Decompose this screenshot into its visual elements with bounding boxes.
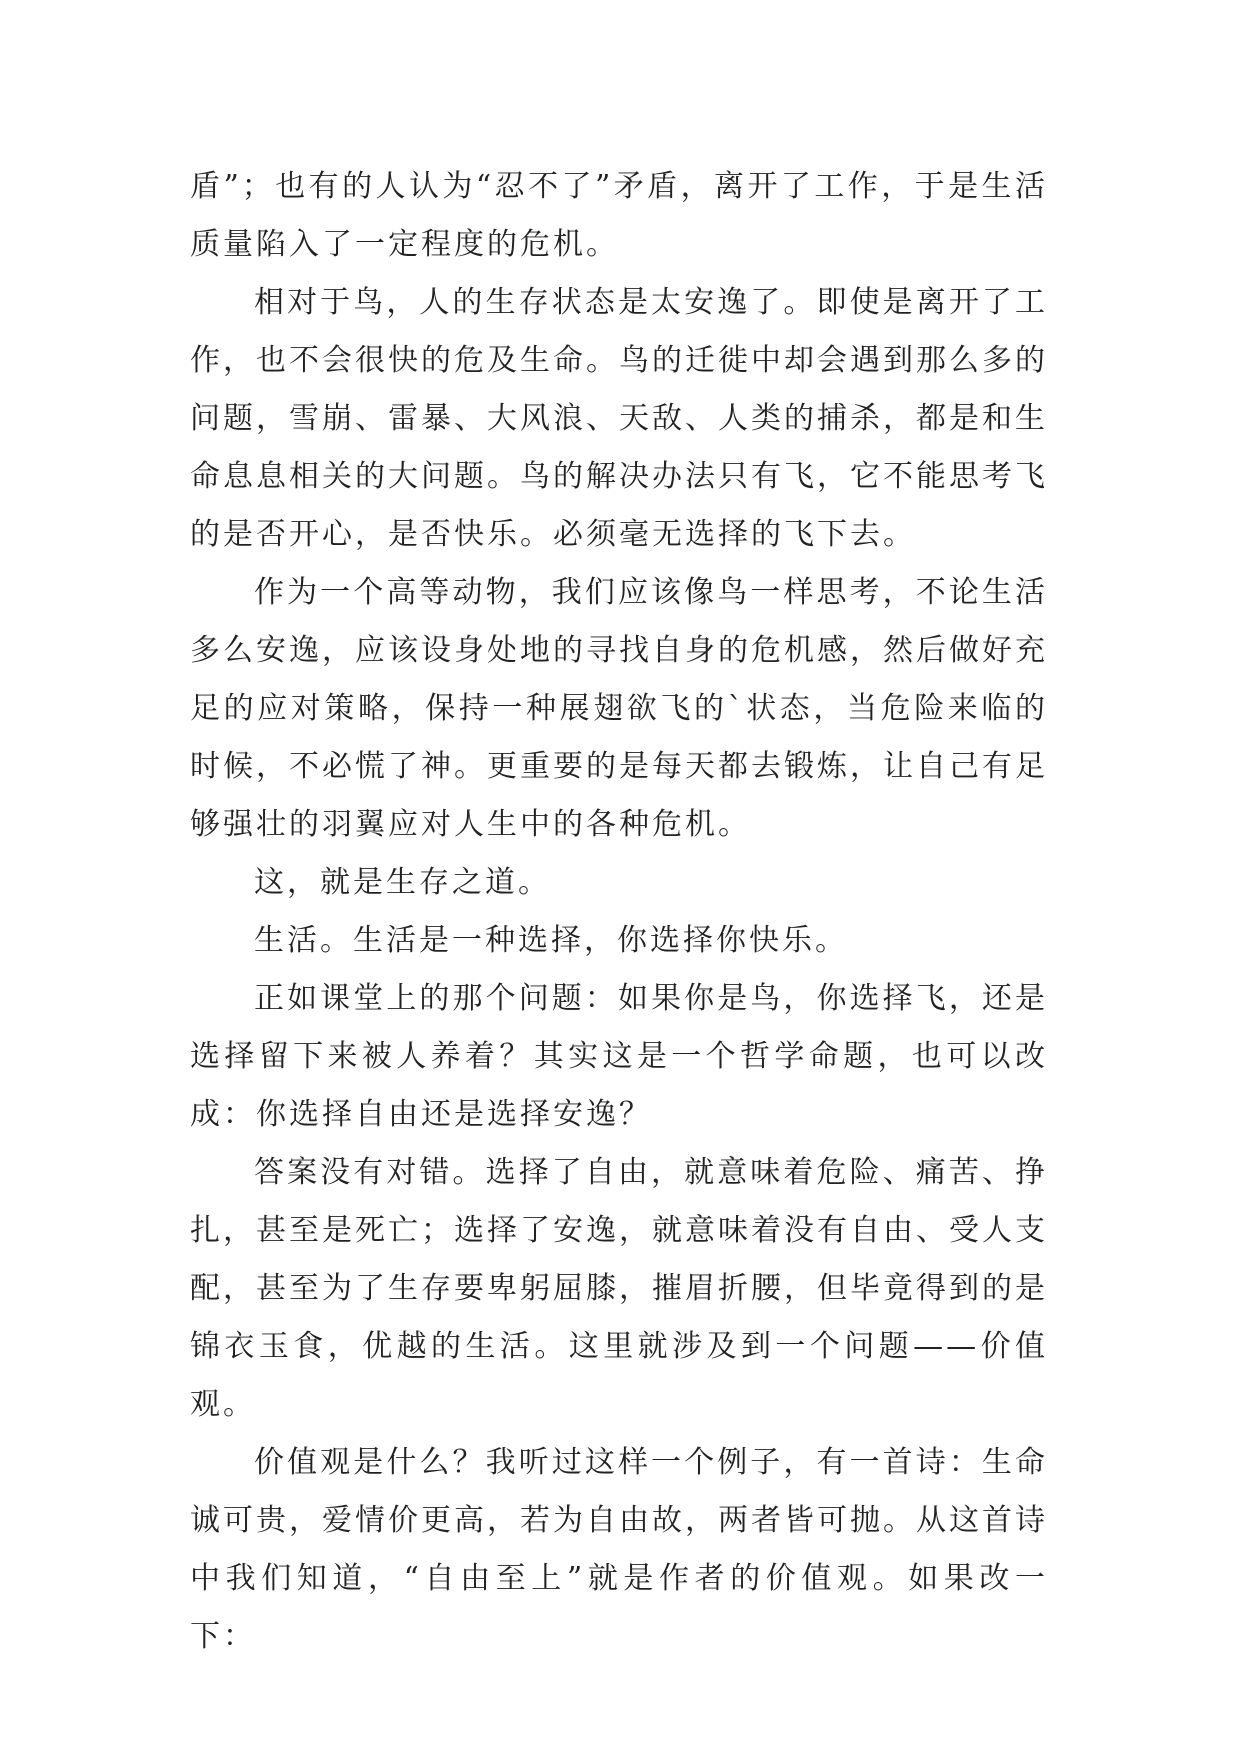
paragraph-6: 正如课堂上的那个问题：如果你是鸟，你选择飞，还是选择留下来被人养着？其实这是一个哲学命题，也可以改成：你选择自由还是选择安逸？ — [190, 981, 1048, 1132]
paragraph-2: 相对于鸟，人的生存状态是太安逸了。即使是离开了工作，也不会很快的危及生命。鸟的迁徙中却会遇到那么多的问题，雪崩、雷暴、大风浪、天敌、人类的捕杀，都是和生命息息相关的大问题。鸟的解决办法只有飞，它不能思考飞的是否开心，是否快乐。必须毫无选择的飞下去。 — [190, 285, 1048, 552]
paragraph-4: 这，就是生存之道。 — [254, 865, 551, 900]
paragraph-8: 价值观是什么？我听过这样一个例子，有一首诗：生命诚可贵，爱情价更高，若为自由故，两者皆可抛。从这首诗中我们知道，“自由至上”就是作者的价值观。如果改一下： — [190, 1445, 1048, 1654]
paragraph-7: 答案没有对错。选择了自由，就意味着危险、痛苦、挣扎，甚至是死亡；选择了安逸，就意味着没有自由、受人支配，甚至为了生存要卑躬屈膝，摧眉折腰，但毕竟得到的是锦衣玉食，优越的生活。这里就涉及到一个问题——价值观。 — [190, 1155, 1048, 1422]
paragraph-5: 生活。生活是一种选择，你选择你快乐。 — [254, 923, 848, 958]
paragraph-1: 盾”；也有的人认为“忍不了”矛盾，离开了工作，于是生活质量陷入了一定程度的危机。 — [190, 169, 1048, 262]
paragraph-3: 作为一个高等动物，我们应该像鸟一样思考，不论生活多么安逸，应该设身处地的寻找自身的危机感，然后做好充足的应对策略，保持一种展翅欲飞的`状态，当危险来临的时候，不必慌了神。更重要的是每天都去锻炼，让自己有足够强壮的羽翼应对人生中的各种危机。 — [190, 575, 1048, 842]
document-body — [190, 158, 1048, 1666]
